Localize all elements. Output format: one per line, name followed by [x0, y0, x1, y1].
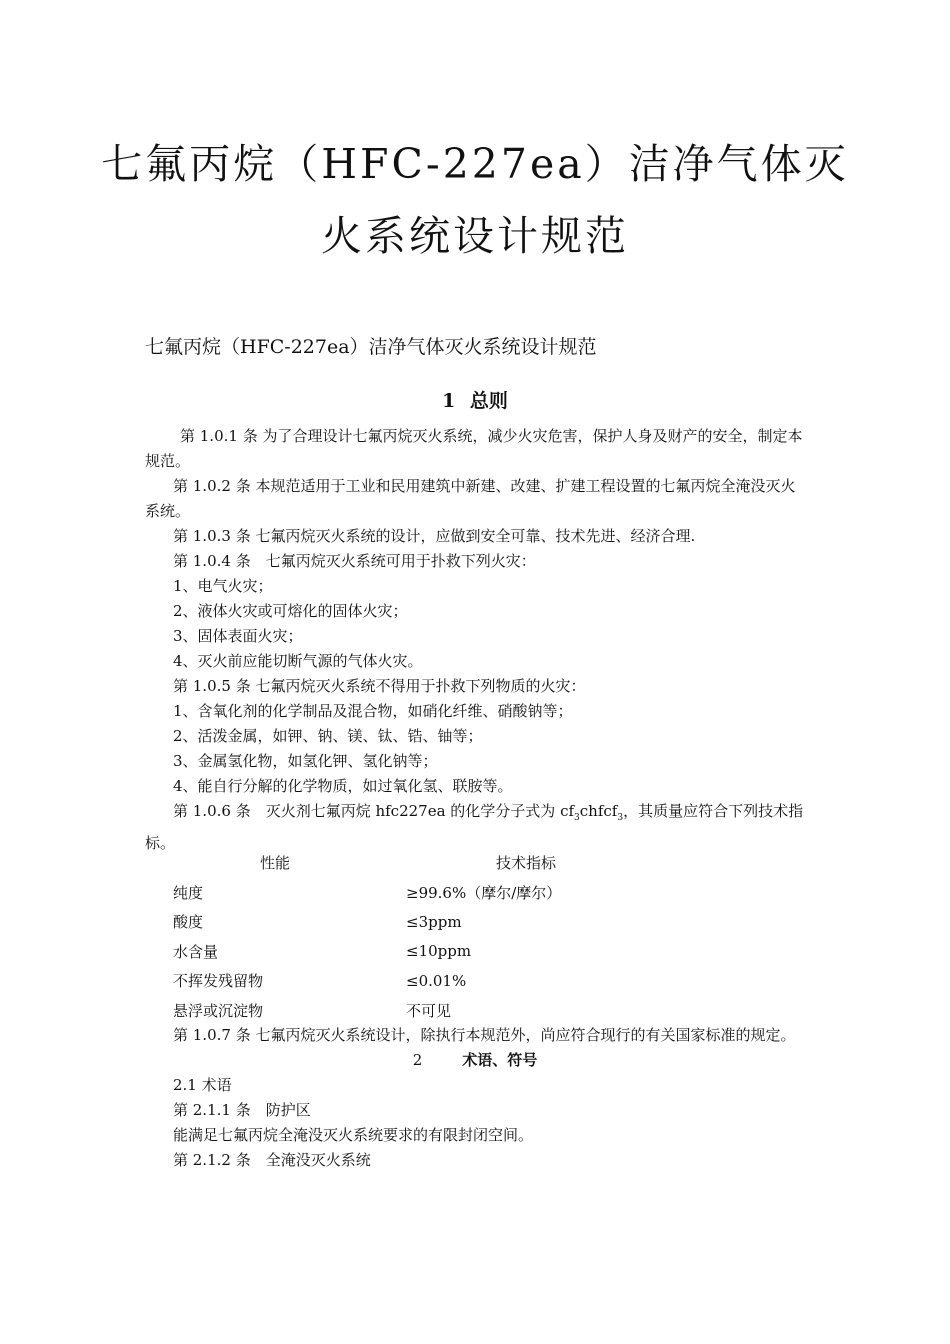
spec-header-property: 性能 — [260, 854, 291, 873]
document-title-line-2: 火系统设计规范 — [321, 212, 629, 260]
clause-2-1-1: 第 2.1.1 条 防护区 — [173, 1101, 311, 1119]
clause-1-0-3: 第 1.0.3 条 七氟丙烷灭火系统的设计，应做到安全可靠、技术先进、经济合理. — [173, 527, 696, 545]
clause-2-1-2: 第 2.1.2 条 全淹没灭火系统 — [173, 1151, 371, 1169]
spec-value: ≥99.6%（摩尔/摩尔） — [406, 883, 562, 902]
list-item: 4、能自行分解的化学物质，如过氧化氢、联胺等。 — [173, 777, 513, 795]
spec-value: 不可见 — [406, 1001, 452, 1020]
spec-value: ≤3ppm — [406, 912, 462, 931]
clause-1-0-2: 第 1.0.2 条 本规范适用于工业和民用建筑中新建、改建、扩建工程设置的七氟丙烷全淹没灭火系统。 — [145, 477, 796, 520]
chapter-2-title: 术语、符号 — [462, 1051, 538, 1069]
table-row — [145, 966, 805, 996]
table-row — [145, 996, 805, 1026]
list-item: 3、固体表面火灾； — [173, 627, 303, 645]
clause-1-0-6-text-b: chfcf — [579, 802, 618, 820]
clause-1-0-4: 第 1.0.4 条 七氟丙烷灭火系统可用于扑救下列火灾： — [173, 552, 536, 570]
spec-header-indicator: 技术指标 — [496, 854, 557, 873]
clause-1-0-7: 第 1.0.7 条 七氟丙烷灭火系统设计，除执行本规范外，尚应符合现行的有关国家标准的规定。 — [173, 1026, 796, 1044]
chapter-2-body — [145, 1023, 805, 1173]
table-row — [145, 878, 805, 908]
clause-2-1-1-definition: 能满足七氟丙烷全淹没灭火系统要求的有限封闭空间。 — [173, 1126, 534, 1144]
list-item: 2、活泼金属，如钾、钠、镁、钛、锆、铀等； — [173, 727, 483, 745]
table-row — [145, 907, 805, 937]
chapter-2-heading — [145, 1048, 805, 1073]
spec-value: ≤0.01% — [406, 971, 467, 990]
spec-table — [145, 848, 805, 1025]
formula-subscript: 3 — [574, 813, 580, 823]
clause-1-0-6-text-a: 第 1.0.6 条 灭火剂七氟丙烷 hfc227ea 的化学分子式为 cf — [173, 802, 575, 820]
chapter-2-number: 2 — [412, 1051, 423, 1069]
clause-1-0-1: 第 1.0.1 条 为了合理设计七氟丙烷灭火系统，减少火灾危害，保护人身及财产的安全，制定本规范。 — [145, 427, 803, 470]
spec-property: 水含量 — [173, 942, 219, 961]
spec-table-header — [145, 848, 805, 878]
chapter-1-title: 总则 — [469, 390, 508, 412]
list-item: 2、液体火灾或可熔化的固体火灾； — [173, 602, 408, 620]
spec-property: 纯度 — [173, 883, 204, 902]
document-title-line-1: 七氟丙烷（HFC-227ea）洁净气体灭 — [101, 140, 849, 188]
list-item: 1、含氧化剂的化学制品及混合物，如硝化纤维、硝酸钠等； — [173, 702, 573, 720]
chapter-1-heading — [0, 386, 950, 413]
table-row — [145, 937, 805, 967]
spec-property: 酸度 — [173, 913, 204, 932]
list-item: 3、金属氢化物，如氢化钾、氢化钠等； — [173, 752, 438, 770]
chapter-1-body — [145, 424, 805, 856]
clause-1-0-6-text-c: ，其质量应符合下列技术指标。 — [145, 802, 804, 852]
list-item: 4、灭火前应能切断气源的气体火灾。 — [173, 652, 423, 670]
spec-property: 悬浮或沉淀物 — [173, 1001, 264, 1020]
spec-value: ≤10ppm — [406, 942, 472, 961]
formula-subscript: 3 — [617, 813, 624, 823]
spec-property: 不挥发残留物 — [173, 972, 264, 991]
list-item: 1、电气火灾； — [173, 577, 273, 595]
section-2-1: 2.1 术语 — [173, 1076, 232, 1094]
chapter-1-number: 1 — [442, 390, 456, 412]
document-subtitle: 七氟丙烷（HFC-227ea）洁净气体灭火系统设计规范 — [145, 336, 597, 358]
clause-1-0-5: 第 1.0.5 条 七氟丙烷灭火系统不得用于扑救下列物质的火灾： — [173, 677, 586, 695]
